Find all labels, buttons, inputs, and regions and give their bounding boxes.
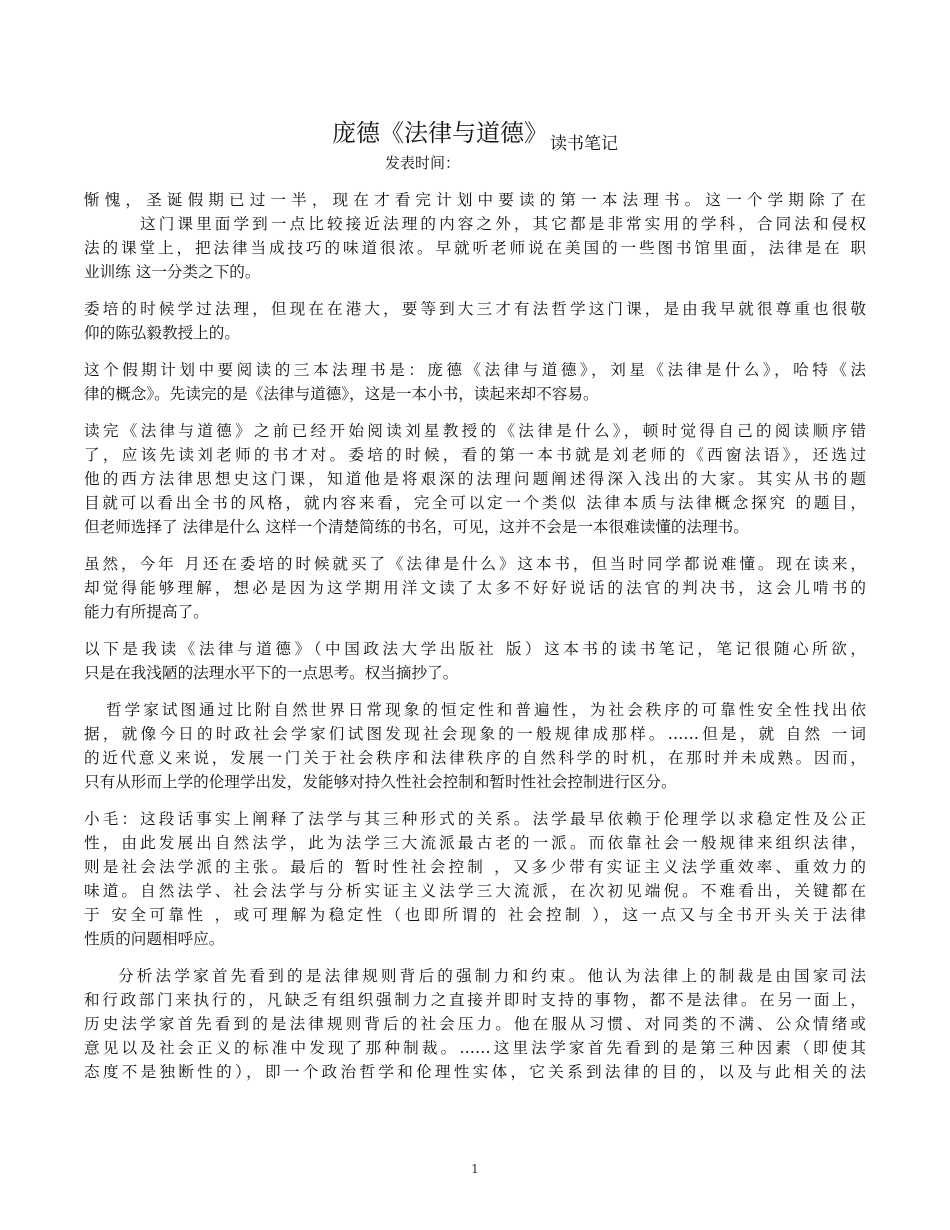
- document-title: 庞德《法律与道德》: [332, 119, 548, 147]
- text-line: 只是在我浅陋的法理水平下的一点思考。权当摘抄了。: [84, 664, 459, 682]
- text-line: 意见以及社会正义的标准中发现了那种制裁。……这里法学家首先看到的是第三种因素（即使其: [84, 1039, 866, 1057]
- text-line: 了，应该先读刘老师的书才对。委培的时候，看的第一本书就是刘老师的《西窗法语》，还选过: [84, 446, 866, 464]
- text-line: 能力有所提高了。: [84, 603, 209, 621]
- title-line: [0, 113, 950, 154]
- text-line: 则是社会法学派的主张。最后的 暂时性社会控制 ，又多少带有实证主义法学重效率、重效力的: [84, 858, 866, 876]
- document-body: [84, 188, 866, 1097]
- text-line: 读完《法律与道德》之前已经开始阅读刘星教授的《法律是什么》，顿时觉得自己的阅读顺序错: [84, 422, 866, 440]
- paragraph: [84, 637, 866, 685]
- text-line: 这门课里面学到一点比较接近法理的内容之外，其它都是非常实用的学科，合同法和侵权: [140, 215, 866, 233]
- text-line: 只有从形而上学的伦理学出发，发能够对持久性社会控制和暂时性社会控制进行区分。: [84, 773, 677, 791]
- text-line: 却觉得能够理解，想必是因为这学期用洋文读了太多不好好说话的法官的判决书，这会儿啃书的: [84, 579, 866, 597]
- text-line: 律的概念》。先读完的是《法律与道德》，这是一本小书，读起来却不容易。: [84, 385, 599, 403]
- paragraph: [84, 297, 866, 345]
- text-line: 于 安全可靠性 ，或可理解为稳定性（也即所谓的 社会控制 ），这一点又与全书开头关于法律: [84, 906, 866, 924]
- text-line: 目就可以看出全书的风格，就内容来看，完全可以定一个类似 法律本质与法律概念探究 的题目，: [84, 494, 866, 512]
- quote-paragraph: [84, 964, 866, 1084]
- text-line: 哲学家试图通过比附自然世界日常现象的恒定性和普遍性，为社会秩序的可靠性安全性找出依: [106, 701, 866, 719]
- paragraph: [84, 807, 866, 951]
- text-line: 态度不是独断性的），即一个政治哲学和伦理性实体，它关系到法律的目的，以及与此相关的法: [84, 1063, 866, 1081]
- text-line: 这个假期计划中要阅读的三本法理书是：庞德《法律与道德》，刘星《法律是什么》，哈特《法: [84, 361, 866, 379]
- text-line: 分析法学家首先看到的是法律规则背后的强制力和约束。他认为法律上的制裁是由国家司法: [118, 967, 866, 985]
- paragraph: [84, 358, 866, 406]
- paragraph: [84, 552, 866, 624]
- text-line: 历史法学家首先看到的是法律规则背后的社会压力。他在服从习惯、对同类的不满、公众情绪或: [84, 1015, 866, 1033]
- text-line: 业训练 这一分类之下的。: [84, 263, 261, 281]
- text-line: 小毛：这段话事实上阐释了法学与其三种形式的关系。法学最早依赖于伦理学以求稳定性及公正: [84, 810, 866, 828]
- text-line: 法的课堂上，把法律当成技巧的味道很浓。早就听老师说在美国的一些图书馆里面，法律是在 职: [84, 239, 866, 257]
- text-line: 据，就像今日的时政社会学家们试图发现社会现象的一般规律成那样。……但是，就 自然 一词: [84, 725, 866, 743]
- text-line: 的近代意义来说，发展一门关于社会秩序和法律秩序的自然科学的时机，在那时并未成熟。因而，: [84, 749, 866, 767]
- publish-time-label: 发表时间：: [385, 154, 461, 172]
- text-line: 惭愧，圣诞假期已过一半，现在才看完计划中要读的第一本法理书。这一个学期除了在: [84, 191, 866, 209]
- text-line: 以下是我读《法律与道德》（中国政法大学出版社 版）这本书的读书笔记，笔记很随心所欲，: [84, 640, 866, 658]
- paragraph: [84, 419, 866, 539]
- text-line: 他的西方法律思想史这门课，知道他是将艰深的法理问题阐述得深入浅出的大家。其实从书的题: [84, 470, 866, 488]
- text-line: 性质的问题相呼应。: [84, 930, 225, 948]
- text-line: 味道。自然法学、社会法学与分析实证主义法学三大流派，在次初见端倪。不难看出，关键都在: [84, 882, 866, 900]
- paragraph: [84, 188, 866, 284]
- text-line: 委培的时候学过法理，但现在在港大，要等到大三才有法哲学这门课，是由我早就很尊重也很敬: [84, 300, 866, 318]
- text-line: 虽然，今年 月还在委培的时候就买了《法律是什么》这本书，但当时同学都说难懂。现在读来，: [84, 555, 866, 573]
- page-number: 1: [471, 1162, 479, 1176]
- quote-paragraph: [84, 698, 866, 794]
- text-line: 性，由此发展出自然法学，此为法学三大流派最古老的一派。而依靠社会一般规律来组织法律，: [84, 834, 866, 852]
- text-line: 但老师选择了 法律是什么 这样一个清楚简练的书名，可见，这并不会是一本很难读懂的法理书。: [84, 518, 749, 536]
- text-line: 仰的陈弘毅教授上的。: [84, 324, 240, 342]
- document-subtitle: 读书笔记: [550, 134, 618, 154]
- text-line: 和行政部门来执行的，凡缺乏有组织强制力之直接并即时支持的事物，都不是法律。在另一面上，: [84, 991, 866, 1009]
